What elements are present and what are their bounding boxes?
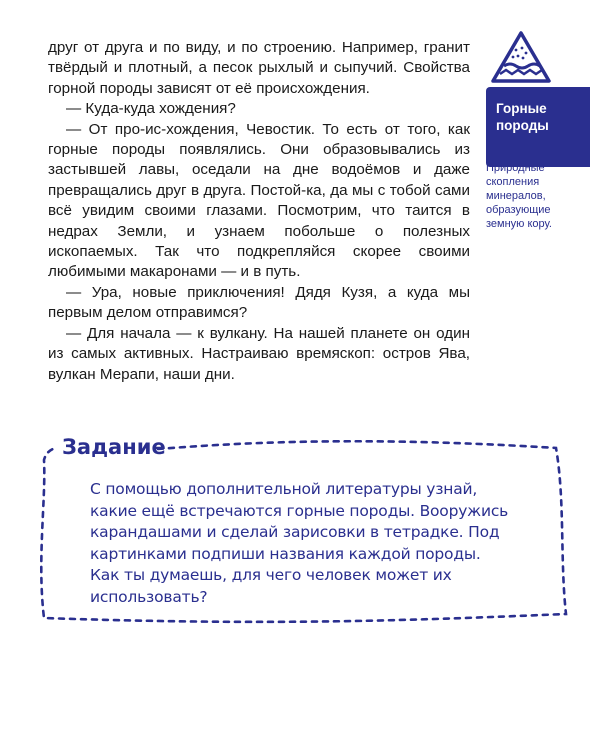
term-definition: Природные скопления минералов, образующие земную кору.	[486, 162, 552, 230]
paragraph-3: — От про-ис-хождения, Чевостик. То есть от того, как горные породы появлялись. Они образовывались из застывшей лавы, оседали на дне водоёмов и даже превращались друг в друга. Постой-ка, да мы с тобой сами всё увидим своими глазами. Посмотрим, что таится в недрах Земли, и узнаем побольше о полезных ископаемых. Так что подкрепляйся скорее своими любимыми макаронами — и в путь.	[48, 120, 470, 281]
task-heading: Задание	[62, 435, 166, 459]
task-text: С помощью дополнительной литературы узнай, какие ещё встречаются горные породы. Вооружись карандашами и сделай зарисовки в тетрадке. Под картинками подпиши названия каждой породы. Как ты думаешь, для чего человек может их использовать?	[90, 480, 509, 606]
term-title: Горные породы	[496, 101, 549, 133]
paragraph-1: друг от друга и по виду, и по строению. Например, гранит твёрдый и плотный, а песок рыхлый и сыпучий. Свойства горной породы зависят от её происхождения.	[48, 39, 470, 97]
paragraph-5: — Для начала — к вулкану. На нашей планете он один из самых активных. Настраиваю времяскоп: остров Ява, вулкан Мерапи, наши дни.	[48, 324, 470, 383]
paragraph-4: — Ура, новые приключения! Дядя Кузя, а куда мы первым делом отправимся?	[48, 283, 470, 322]
paragraph-2: — Куда-куда хождения?	[66, 100, 236, 118]
